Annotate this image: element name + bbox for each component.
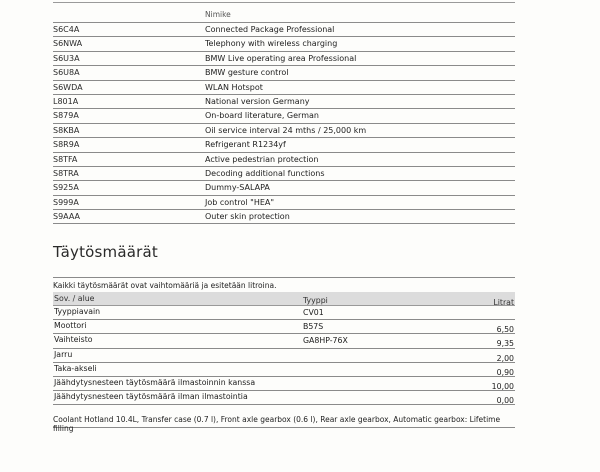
fill-litres: 2,00	[496, 353, 514, 363]
option-name: BMW Live operating area Professional	[205, 53, 357, 63]
column-header-litres: Litrat	[493, 298, 514, 307]
option-code: S8KBA	[53, 125, 80, 135]
column-header-area: Sov. / alue	[54, 294, 95, 303]
option-name: Dummy-SALAPA	[205, 183, 270, 193]
table-row	[53, 377, 515, 391]
table-row	[53, 95, 515, 109]
option-code: S879A	[53, 111, 79, 121]
footnote: Coolant Hotland 10.4L, Transfer case (0.7 l), Front axle gearbox (0.6 l), Rear axle gearbox, Automatic gearbox: Lifetime filling	[53, 415, 515, 428]
table-row	[53, 52, 515, 66]
fill-litres: 0,90	[496, 367, 514, 377]
option-name: Connected Package Professional	[205, 25, 335, 34]
options-table-header	[53, 9, 515, 23]
option-name: Refrigerant R1234yf	[205, 140, 286, 150]
table-row	[53, 181, 515, 195]
option-code: S6WDA	[53, 82, 83, 92]
fill-area: Jäähdytysnesteen täytösmäärä ilman ilmastointia	[54, 392, 248, 402]
option-code: S8R9A	[53, 140, 80, 150]
column-header-type: Tyyppi	[303, 296, 328, 305]
option-name: National version Germany	[205, 96, 310, 106]
option-code: S925A	[53, 183, 79, 193]
option-code: S9AAA	[53, 212, 81, 222]
fill-area: Taka-akseli	[54, 363, 97, 373]
option-code: S6C4A	[53, 25, 80, 34]
option-name: Job control "HEA"	[205, 197, 275, 207]
fill-litres: 0,00	[496, 396, 514, 406]
option-name: Active pedestrian protection	[205, 154, 319, 164]
option-name: Outer skin protection	[205, 212, 290, 222]
fill-litres: 6,50	[496, 325, 514, 335]
table-row	[53, 109, 515, 123]
option-name: BMW gesture control	[205, 68, 289, 78]
table-row	[53, 66, 515, 80]
table-row	[53, 210, 515, 224]
option-name: Telephony with wireless charging	[205, 39, 338, 49]
option-code: S6U8A	[53, 68, 80, 78]
options-table	[53, 9, 515, 224]
table-row	[53, 334, 515, 348]
fill-type: CV01	[303, 308, 324, 317]
fill-area: Jäähdytysnesteen täytösmäärä ilmastoinnin kanssa	[54, 377, 256, 387]
table-row	[53, 363, 515, 377]
option-code: S8TRA	[53, 168, 79, 178]
option-name: On-board literature, German	[205, 111, 319, 121]
table-row	[53, 196, 515, 210]
option-code: S8TFA	[53, 154, 78, 164]
option-code: L801A	[53, 96, 79, 106]
fill-area: Jarru	[54, 349, 73, 359]
fill-type: B57S	[303, 322, 324, 332]
fill-area: Vaihteisto	[54, 335, 93, 345]
table-row	[53, 153, 515, 167]
fill-type: GA8HP-76X	[303, 336, 348, 346]
fill-area: Tyyppiavain	[54, 307, 101, 316]
option-code: S999A	[53, 197, 79, 207]
section-title: Täytösmäärät	[53, 243, 158, 261]
section-note: Kaikki täytösmäärät ovat vaihtomääriä ja esitetään litroina.	[53, 281, 277, 290]
divider	[53, 2, 515, 3]
option-code: S6NWA	[53, 39, 83, 49]
divider	[53, 277, 515, 278]
fill-quantities-table	[53, 292, 515, 405]
fill-litres: 9,35	[496, 339, 514, 349]
column-header-name: Nimike	[205, 10, 231, 19]
table-row	[53, 124, 515, 138]
table-row	[53, 349, 515, 363]
fill-area: Moottori	[54, 321, 87, 331]
table-row	[53, 167, 515, 181]
table-row	[53, 320, 515, 334]
option-name: Decoding additional functions	[205, 168, 325, 178]
table-row	[53, 23, 515, 37]
table-row	[53, 138, 515, 152]
table-row	[53, 37, 515, 51]
option-name: WLAN Hotspot	[205, 82, 263, 92]
fill-litres: 10,00	[491, 381, 514, 391]
fill-table-header	[53, 292, 515, 306]
table-row	[53, 306, 515, 320]
table-row	[53, 391, 515, 405]
table-row	[53, 81, 515, 95]
option-code: S6U3A	[53, 53, 80, 63]
option-name: Oil service interval 24 mths / 25,000 km	[205, 125, 367, 135]
